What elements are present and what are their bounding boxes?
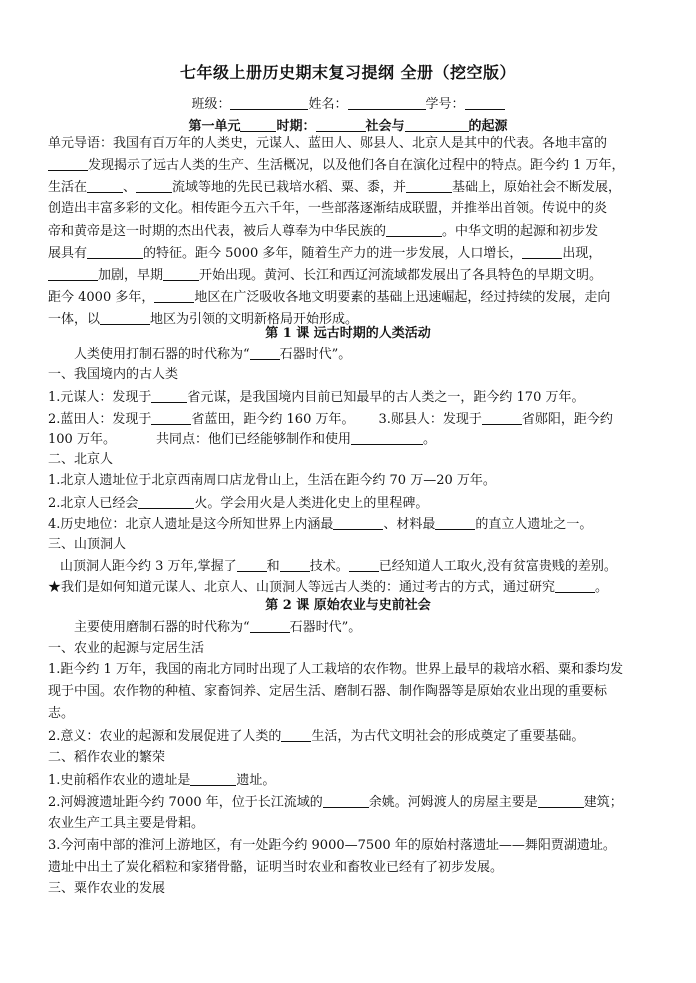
- class-blank[interactable]: [230, 95, 308, 110]
- lesson1-title: 第 1 课 远古时期的人类活动: [265, 326, 431, 341]
- text-segment: 技术。: [309, 559, 349, 574]
- lesson1-point-3: [48, 430, 658, 449]
- text-segment: 。: [422, 432, 436, 447]
- intro-line-1: 单元导语：我国有百万年的人类史，元谋人、蓝田人、郧县人、北京人是其中的代表。各地丰富的: [48, 136, 608, 151]
- text-segment: 出现，: [562, 246, 602, 261]
- fill-blank[interactable]: [87, 244, 143, 259]
- text-segment: 建筑；: [583, 795, 623, 810]
- name-blank[interactable]: [348, 95, 426, 110]
- text-segment: 加剧，早期: [98, 268, 164, 283]
- text-segment: 开始出现。黄河、长江和西辽河流域都发展出了各具特色的早期文明。: [199, 268, 603, 283]
- text-segment: 主要使用磨制石器的时代称为“: [74, 620, 250, 635]
- text-segment: 的特征。距今 5000 多年，随着生产力的进一步发展，人口增长，: [143, 246, 523, 261]
- text-segment: 。: [595, 580, 609, 595]
- lesson1-era-line: [74, 345, 684, 364]
- text-segment: 3.郧县人：发现于: [378, 412, 482, 427]
- fill-blank[interactable]: [406, 178, 452, 193]
- lesson2-agri-2: 现于中国。农作物的种植、家畜饲养、定居生活、磨制石器、制作陶器等是原始农业出现的重要标: [48, 684, 608, 699]
- text-segment: 人类使用打制石器的时代称为“: [74, 347, 250, 362]
- fill-blank[interactable]: [405, 117, 469, 132]
- text-segment: 、: [123, 180, 137, 195]
- lesson1-section-3: 三、山顶洞人: [48, 537, 127, 552]
- intro-line-2: [48, 156, 658, 175]
- intro-line-7: [48, 266, 658, 285]
- text-segment: 距今 4000 多年，: [48, 290, 155, 305]
- fill-blank[interactable]: [136, 178, 172, 193]
- lesson2-agri-3: 志。: [48, 706, 75, 721]
- fill-blank[interactable]: [281, 727, 311, 742]
- number-blank[interactable]: [465, 95, 505, 110]
- text-segment: 省蓝田，距今约 160 万年。: [191, 412, 355, 427]
- text-segment: 基础上，原始社会不断发展，: [452, 180, 622, 195]
- lesson2-rice-2: [48, 793, 658, 812]
- number-label: 学号：: [425, 97, 465, 112]
- fill-blank[interactable]: [163, 266, 199, 281]
- lesson2-rice-4: 3.今河南中部的淮河上游地区，有一处距今约 9000—7500 年的原始村落遗址——舞阳贾湖遗址。: [48, 838, 616, 853]
- fill-blank[interactable]: [482, 410, 522, 425]
- text-segment: 余姚。河姆渡人的房屋主要是: [368, 795, 538, 810]
- fill-blank[interactable]: [333, 515, 383, 530]
- lesson2-rice-1: [48, 771, 658, 790]
- unit1-heading-part: 第一单元: [188, 119, 241, 134]
- class-label: 班级：: [191, 97, 231, 112]
- lesson1-beijing-2: [48, 494, 658, 513]
- fill-blank[interactable]: [386, 222, 442, 237]
- fill-blank[interactable]: [48, 156, 88, 171]
- text-segment: 100 万年。: [48, 432, 116, 447]
- fill-blank[interactable]: [522, 244, 562, 259]
- unit1-heading: [0, 115, 696, 134]
- lesson1-section-2: 二、北京人: [48, 452, 114, 467]
- text-segment: 2.意义：农业的起源和发展促进了人类的: [48, 729, 282, 744]
- text-segment: 2.河姆渡遗址距今约 7000 年，位于长江流域的: [48, 795, 323, 810]
- intro-line-8: [48, 288, 658, 307]
- fill-blank[interactable]: [240, 117, 276, 132]
- lesson2-agri-1: 1.距今约 1 万年，我国的南北方同时出现了人工栽培的农作物。世界上最早的栽培水稻、粟和黍均发: [48, 662, 623, 677]
- fill-blank[interactable]: [151, 410, 191, 425]
- lesson2-agri-4: [48, 727, 658, 746]
- text-segment: 4.历史地位：北京人遗址是这今所知世界上内涵最: [48, 517, 334, 532]
- text-segment: 、材料最: [383, 517, 436, 532]
- text-segment: 展具有: [48, 246, 88, 261]
- fill-blank[interactable]: [351, 430, 423, 445]
- fill-blank[interactable]: [349, 557, 379, 572]
- text-segment: 流域等地的先民已栽培水稻、粟、黍，并: [172, 180, 407, 195]
- lesson2-title: 第 2 课 原始农业与史前社会: [265, 598, 431, 613]
- intro-line-4: 创造出丰富多彩的文化。相传距今五六千年，一些部落逐渐结成联盟，并推举出首领。传说中的炎: [48, 201, 608, 216]
- fill-blank[interactable]: [435, 515, 475, 530]
- text-segment: ★我们是如何知道元谋人、北京人、山顶洞人等远古人类的：通过考古的方式，通过研究: [48, 580, 556, 595]
- text-segment: 石器时代”。: [279, 347, 352, 362]
- student-info-line: [0, 93, 696, 112]
- document-title: 七年级上册历史期末复习提纲 全册（挖空版）: [179, 63, 517, 82]
- fill-blank[interactable]: [138, 494, 194, 509]
- fill-blank[interactable]: [154, 288, 194, 303]
- lesson2-section-3: 三、粟作农业的发展: [48, 881, 166, 896]
- lesson2-rice-3: 农业生产工具主要是骨耜。: [48, 816, 205, 831]
- text-segment: 1.元谋人：发现于: [48, 390, 152, 405]
- text-segment: 2.北京人已经会: [48, 496, 139, 511]
- fill-blank[interactable]: [237, 557, 267, 572]
- text-segment: 省元谋，是我国境内目前已知最早的古人类之一，距今约 170 万年。: [187, 390, 585, 405]
- text-segment: 发现揭示了远古人类的生产、生活概况，以及他们各自在演化过程中的特点。距今约 1 万年，: [88, 158, 625, 173]
- fill-blank[interactable]: [250, 618, 290, 633]
- fill-blank[interactable]: [190, 771, 236, 786]
- lesson1-point-1: [48, 388, 658, 407]
- fill-blank[interactable]: [151, 388, 187, 403]
- text-segment: 生活，为古代文明社会的形成奠定了重要基础。: [311, 729, 585, 744]
- text-segment: 省郧阳，距今约: [521, 412, 613, 427]
- lesson2-section-2: 二、稻作农业的繁荣: [48, 750, 166, 765]
- text-segment: 和: [266, 559, 280, 574]
- text-segment: 遗址。: [236, 773, 276, 788]
- fill-blank[interactable]: [87, 178, 123, 193]
- lesson2-section-1: 一、农业的起源与定居生活: [48, 641, 205, 656]
- text-segment: 帝和黄帝是这一时期的杰出代表，被后人尊奉为中华民族的: [48, 224, 387, 239]
- name-label: 姓名：: [308, 97, 348, 112]
- text-segment: 已经知道人工取火,没有贫富贵贱的差别。: [378, 559, 617, 574]
- fill-blank[interactable]: [538, 793, 584, 808]
- lesson1-shandingdong: [60, 557, 670, 576]
- unit1-heading-part: 时期：: [276, 119, 316, 134]
- text-segment: 生活在: [48, 180, 88, 195]
- fill-blank[interactable]: [280, 557, 310, 572]
- fill-blank[interactable]: [323, 793, 369, 808]
- intro-line-3: [48, 178, 658, 197]
- text-segment: 火。学会用火是人类进化史上的里程碑。: [194, 496, 429, 511]
- fill-blank[interactable]: [48, 266, 98, 281]
- fill-blank[interactable]: [555, 578, 595, 593]
- lesson2-era-line: [74, 618, 684, 637]
- text-segment: 地区在广泛吸收各地文明要素的基础上迅速崛起，经过持续的发展，走向: [194, 290, 611, 305]
- intro-line-6: [48, 244, 658, 263]
- fill-blank[interactable]: [316, 117, 366, 132]
- lesson1-beijing-1: 1.北京人遗址位于北京西南周口店龙骨山上，生活在距今约 70 万—20 万年。: [48, 473, 496, 488]
- text-segment: 石器时代”。: [289, 620, 362, 635]
- lesson2-rice-5: 遗址中出土了炭化稻粒和家猪骨骼，证明当时农业和畜牧业已经有了初步发展。: [48, 860, 504, 875]
- text-segment: 2.蓝田人：发现于: [48, 412, 152, 427]
- lesson1-beijing-4: [48, 515, 658, 534]
- text-segment: 共同点：他们已经能够制作和使用: [155, 432, 351, 447]
- intro-line-5: [48, 222, 658, 241]
- lesson1-star-note: [48, 578, 658, 597]
- lesson1-section-1: 一、我国境内的古人类: [48, 367, 179, 382]
- text-segment: 。中华文明的起源和初步发: [442, 224, 599, 239]
- text-segment: 1.史前稻作农业的遗址是: [48, 773, 191, 788]
- fill-blank[interactable]: [250, 345, 280, 360]
- unit1-heading-part: 的起源: [468, 119, 508, 134]
- lesson1-point-2: [48, 410, 658, 429]
- unit1-heading-part: 社会与: [365, 119, 405, 134]
- fill-blank[interactable]: [100, 310, 150, 325]
- text-segment: 一体，以: [48, 312, 101, 327]
- text-segment: 山顶洞人距今约 3 万年,掌握了: [60, 559, 237, 574]
- text-segment: 地区为引领的文明新格局开始形成。: [150, 312, 359, 327]
- text-segment: 的直立人遗址之一。: [475, 517, 593, 532]
